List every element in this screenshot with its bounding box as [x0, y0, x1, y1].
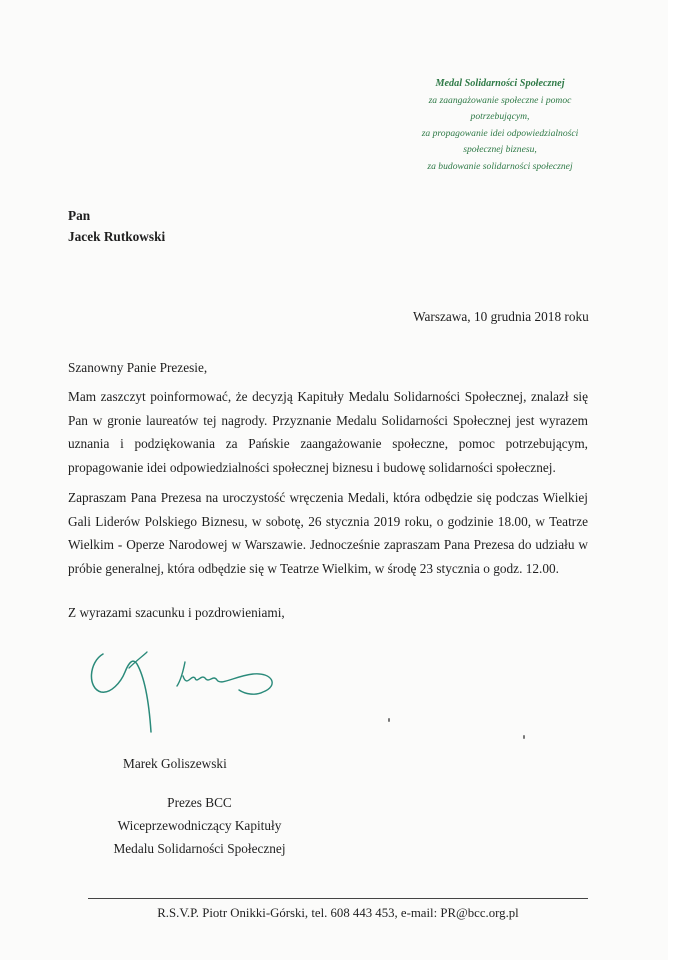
salutation: Szanowny Panie Prezesie,: [68, 360, 208, 375]
signatory-title-line: Prezes BCC: [167, 795, 232, 810]
recipient-honorific: Pan: [68, 208, 91, 223]
letter-date: Warszawa, 10 grudnia 2018 roku: [413, 309, 589, 324]
motto-line: społecznej biznesu,: [463, 144, 537, 155]
signatory-name: Marek Goliszewski: [123, 756, 227, 771]
closing-line: Z wyrazami szacunku i pozdrowieniami,: [68, 605, 285, 620]
footer-divider: [88, 898, 588, 899]
signatory-title-line: Medalu Solidarności Społecznej: [113, 841, 286, 856]
signatory-titles: [68, 791, 331, 860]
paper-speck: [388, 718, 390, 722]
page-edge: [668, 0, 679, 960]
signatory-title-line: Wiceprzewodniczący Kapituły: [117, 818, 282, 833]
motto-line: za zaangażowanie społeczne i pomoc: [428, 94, 572, 106]
motto-line: za propagowanie idei odpowiedzialności: [421, 127, 579, 139]
recipient-name: Jacek Rutkowski: [68, 229, 166, 244]
medal-title: Medal Solidarności Społecznej: [435, 78, 565, 89]
paragraph-invitation: Zapraszam Pana Prezesa na uroczystość wręczenia Medali, która odbędzie się podczas Wielkiej Gali Liderów Polskiego Biznesu, w sobotę, 26 stycznia 2019 roku, o godzinie 18.00, w Teatrze Wielkim - Operze Narodowej w Warszawie. Jednocześnie zapraszam Pana Prezesa do udziału w próbie generalnej, która odbędzie się w Teatrze Wielkim, w środę 23 stycznia o godz. 12.00.: [68, 490, 588, 576]
footer-rsvp: R.S.V.P. Piotr Onikki-Górski, tel. 608 443 453, e-mail: PR@bcc.org.pl: [157, 906, 519, 920]
motto-line: za budowanie solidarności społecznej: [427, 160, 573, 172]
paragraph-award: Mam zaszczyt poinformować, że decyzją Kapituły Medalu Solidarności Społecznej, znalazł się Pan w gronie laureatów tej nagrody. Przyznanie Medalu Solidarności Społecznej jest wyrazem uznania i podziękowania za Pańskie zaangażowanie społeczne, pomoc potrzebującym, propagowanie idei odpowiedzialności społecznej biznesu i budowę solidarności społecznej.: [68, 389, 588, 475]
recipient-block: [68, 205, 165, 247]
paper-speck: [523, 735, 525, 739]
motto-line: potrzebującym,: [470, 111, 530, 122]
medal-motto: [395, 76, 605, 175]
handwritten-signature: [85, 632, 295, 740]
